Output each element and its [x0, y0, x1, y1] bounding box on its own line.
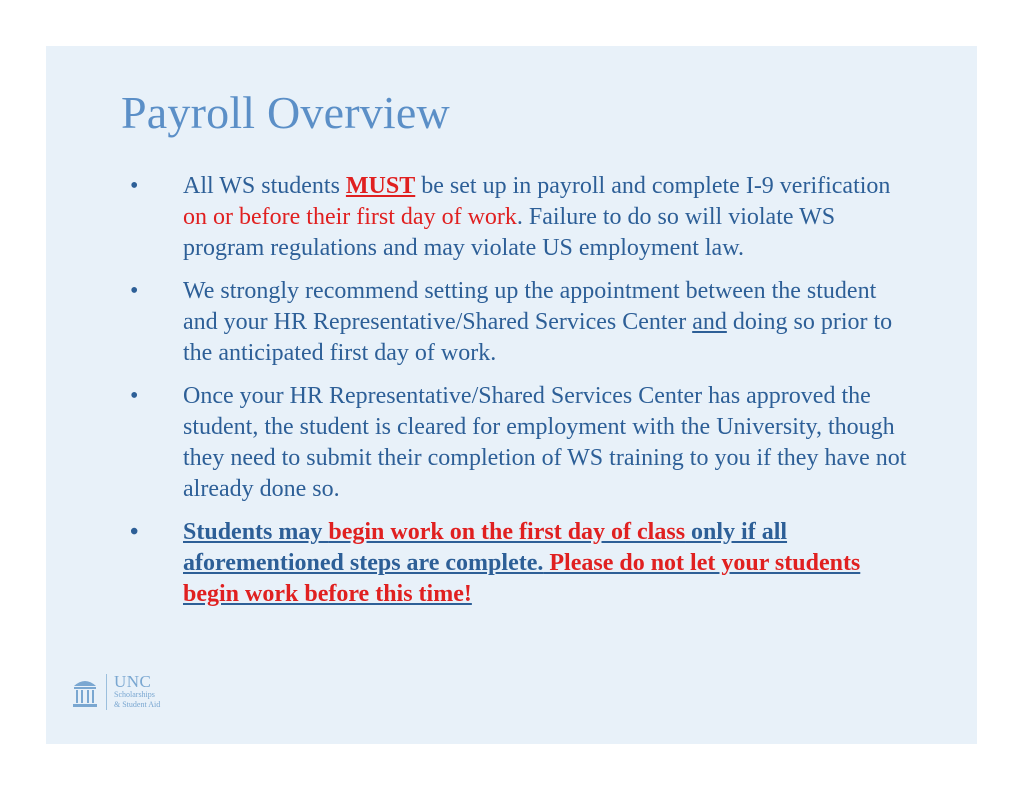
bullet-icon: •: [130, 383, 139, 409]
bullet-text: We strongly recommend setting up the appointment between the student and your HR Representative/Shared Services Center: [183, 278, 877, 335]
bullet-text: All WS students: [183, 173, 346, 199]
logo-divider: [106, 674, 107, 710]
bullet-item-warning: [130, 517, 910, 610]
warning-text: Students may: [183, 519, 329, 545]
deadline-emphasis: on or before their first day of work: [183, 204, 517, 230]
warning-text: only if all aforementioned steps are complete.: [183, 519, 788, 576]
and-emphasis: and: [692, 309, 727, 335]
logo-name: UNC: [114, 672, 152, 691]
bullet-item: [130, 171, 910, 264]
bullet-icon: •: [130, 278, 139, 304]
slide: [46, 46, 977, 744]
logo-line-2: & Student Aid: [114, 700, 161, 709]
bullet-text: be set up in payroll and complete I-9 verification: [415, 173, 891, 199]
bullet-text: Once your HR Representative/Shared Services Center has approved the student, the student is cleared for employment with the University, though they need to submit their completion of WS training to you if they have not already done so.: [183, 383, 907, 502]
logo-text: [114, 674, 160, 710]
bullet-item: [130, 381, 910, 505]
unc-logo: [72, 674, 160, 710]
bullet-icon: •: [130, 173, 139, 199]
warning-emphasis: Please do not let your students begin work before this time!: [183, 550, 861, 607]
bullet-list: [130, 171, 910, 622]
must-emphasis: MUST: [345, 173, 416, 199]
bullet-icon: •: [130, 519, 139, 545]
bullet-text: . Failure to do so will violate WS program regulations and may violate US employment law.: [183, 204, 836, 261]
bullet-item: [130, 276, 910, 369]
bullet-text: doing so prior to the anticipated first day of work.: [183, 309, 893, 366]
warning-emphasis: begin work on the first day of class: [328, 519, 686, 545]
logo-line-1: Scholarships: [114, 690, 155, 699]
slide-title: Payroll Overview: [121, 87, 450, 138]
old-well-icon: [72, 675, 98, 709]
